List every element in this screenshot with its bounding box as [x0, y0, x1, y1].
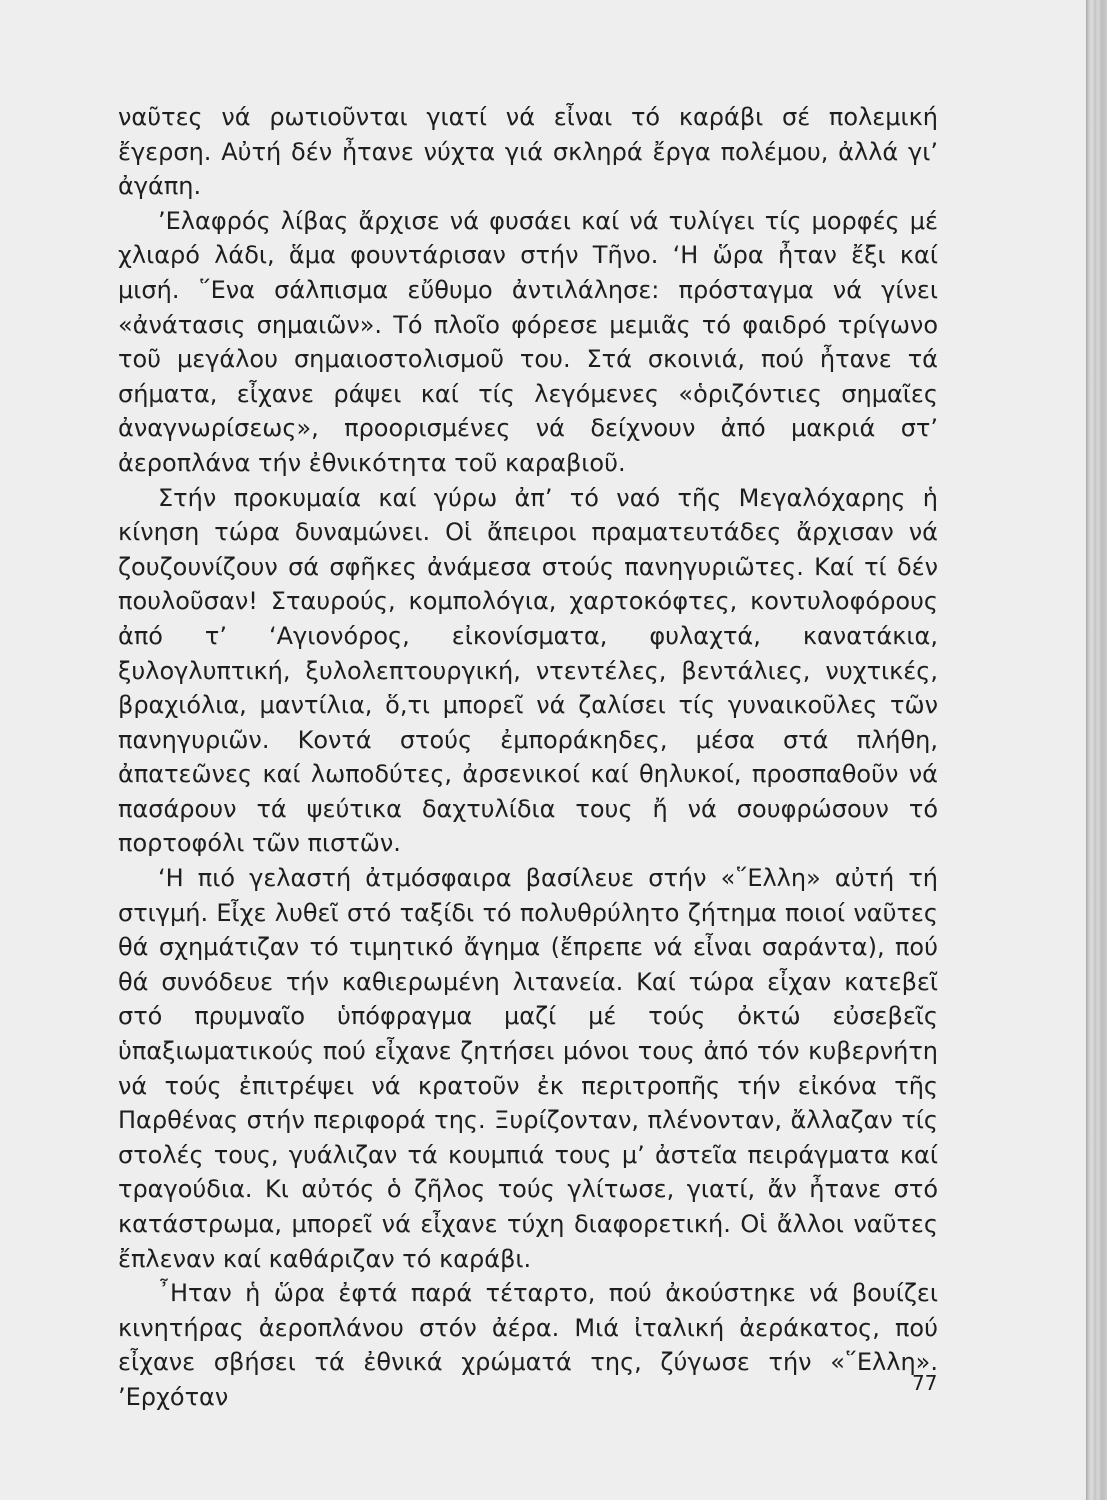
paragraph-2: ’Ελαφρός λίβας ἄρχισε νά φυσάει καί νά τυλίγει τίς μορφές μέ χλιαρό λάδι, ἅμα φουντάρισαν στήν Τῆνο. ‘Η ὥρα ἦταν ἔξι καί μισή. ῞Ενα σάλπισμα εὔθυμο ἀντιλάλησε: πρόσταγμα νά γίνει «ἀνάτασις σημαιῶν». Τό πλοῖο φόρεσε μεμιᾶς τό φαιδρό τρίγωνο τοῦ μεγάλου σημαιοστολισμοῦ του. Στά σκοινιά, πού ἦτανε τά σήματα, εἶχανε ράψει καί τίς λεγόμενες «ὁριζόντιες σημαῖες ἀναγνωρίσεως», προορισμένες νά δείχνουν ἀπό μακριά στ’ ἀεροπλάνα τήν ἐθνικότητα τοῦ καραβιοῦ. — [118, 206, 938, 477]
page-edge — [1086, 0, 1107, 1500]
body-text — [118, 100, 938, 1415]
paragraph-5: ῏Ηταν ἡ ὥρα ἐφτά παρά τέταρτο, πού ἀκούστηκε νά βουίζει κινητήρας ἀεροπλάνου στόν ἀέρα. Μιά ἰταλική ἀεράκατος, πού εἶχανε σβήσει τά ἐθνικά χρώματά της, ζύγωσε τήν «῞Ελλη». ’Ερχόταν — [118, 1279, 938, 1411]
paragraph-3: Στήν προκυμαία καί γύρω ἀπ’ τό ναό τῆς Μεγαλόχαρης ἡ κίνηση τώρα δυναμώνει. Οἱ ἄπειροι πραματευτάδες ἄρχισαν νά ζουζουνίζουν σά σφῆκες ἀνάμεσα στούς πανηγυριῶτες. Καί τί δέν πουλοῦσαν! Σταυρούς, κομπολόγια, χαρτοκόφτες, κοντυλοφόρους ἀπό τ’ ‘Αγιονόρος, εἰκονίσματα, φυλαχτά, κανατάκια, ξυλογλυπτική, ξυλολεπτουργική, ντεντέλες, βεντάλιες, νυχτικές, βραχιόλια, μαντίλια, ὅ,τι μπορεῖ νά ζαλίσει τίς γυναικοῦλες τῶν πανηγυριῶν. Κοντά στούς ἐμποράκηδες, μέσα στά πλήθη, ἀπατεῶνες καί λωποδύτες, ἀρσενικοί καί θηλυκοί, προσπαθοῦν νά πασάρουν τά ψεύτικα δαχτυλίδια τους ἤ νά σουφρώσουν τό πορτοφόλι τῶν πιστῶν. — [118, 483, 938, 858]
paragraph-4: ‘Η πιό γελαστή ἀτμόσφαιρα βασίλευε στήν «῞Ελλη» αὐτή τή στιγμή. Εἶχε λυθεῖ στό ταξίδι τό πολυθρύλητο ζήτημα ποιοί ναῦτες θά σχημάτιζαν τό τιμητικό ἄγημα (ἔπρεπε νά εἶναι σαράντα), πού θά συνόδευε τήν καθιερωμένη λιτανεία. Καί τώρα εἶχαν κατεβεῖ στό πρυμναῖο ὑπόφραγμα μαζί μέ τούς ὀκτώ εὐσεβεῖς ὑπαξιωματικούς πού εἶχανε ζητήσει μόνοι τους ἀπό τόν κυβερνήτη νά τούς ἐπιτρέψει νά κρατοῦν ἐκ περιτροπῆς τήν εἰκόνα τῆς Παρθένας στήν περιφορά της. Ξυρίζονταν, πλένονταν, ἄλλαζαν τίς στολές τους, γυάλιζαν τά κουμπιά τους μ’ ἀστεῖα πειράγματα καί τραγούδια. Κι αὐτός ὁ ζῆλος τούς γλίτωσε, γιατί, ἄν ἦτανε στό κατάστρωμα, μπορεῖ νά εἶχανε τύχη διαφορετική. Οἱ ἄλλοι ναῦτες ἔπλεναν καί καθάριζαν τό καράβι. — [118, 864, 938, 1273]
paragraph-1: ναῦτες νά ρωτιοῦνται γιατί νά εἶναι τό καράβι σέ πολεμική ἔγερση. Αὐτή δέν ἦτανε νύχτα γιά σκληρά ἔργα πολέμου, ἀλλά γι’ ἀγάπη. — [118, 103, 938, 201]
page-number: 77 — [912, 1371, 938, 1395]
